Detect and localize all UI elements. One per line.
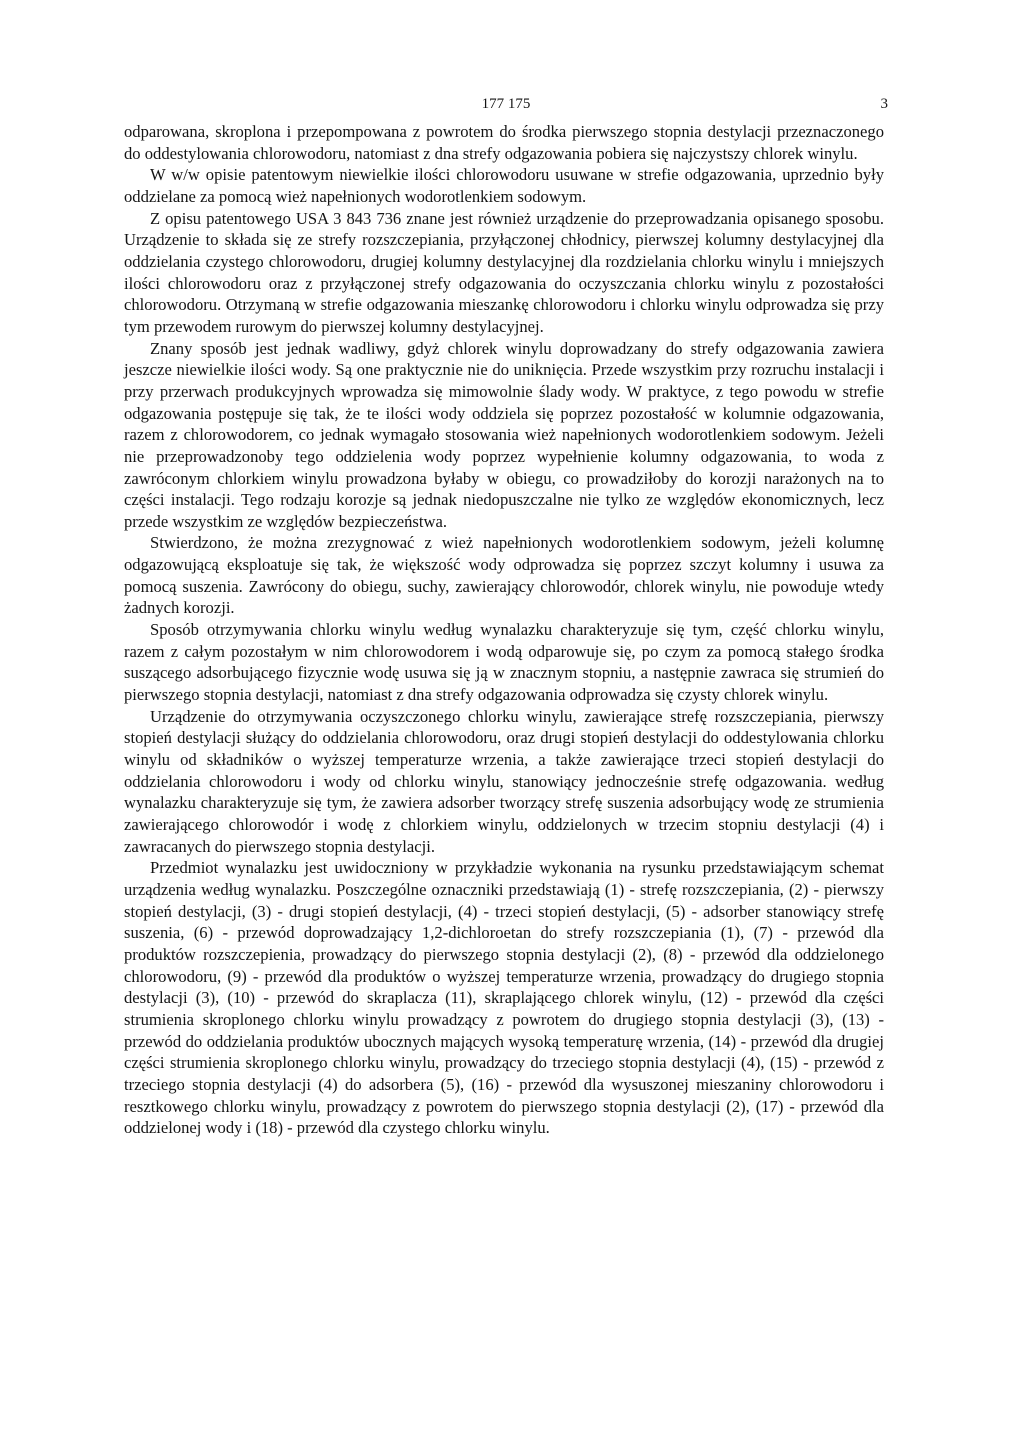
document-body [124, 121, 884, 1139]
paragraph-7: Urządzenie do otrzymywania oczyszczonego chlorku winylu, zawierające strefę rozszczepiania, pierwszy stopień destylacji służący do oddzielania chlorowodoru, oraz drugi stopień destylacji do oddestylowania chlorku winylu od składników o wyższej temperaturze wrzenia, a także zawierające trzeci stopień destylacji do oddzielania chlorowodoru i wody od chlorku winylu, stanowiący jednocześnie strefę odgazowania. według wynalazku charakteryzuje się tym, że zawiera adsorber tworzący strefę suszenia adsorbujący wodę ze strumienia zawierającego chlorowodór i wodę z chlorkiem winylu, oddzielonych w trzecim stopniu destylacji (4) i zawracanych do pierwszego stopnia destylacji. [124, 706, 884, 856]
paragraph-5: Stwierdzono, że można zrezygnować z wież napełnionych wodorotlenkiem sodowym, jeżeli kolumnę odgazowującą eksploatuje się tak, że większość wody odprowadza się poprzez szczyt kolumny i usuwa za pomocą suszenia. Zawrócony do obiegu, suchy, zawierający chlorowodór, chlorek winylu, nie powoduje wtedy żadnych korozji. [124, 533, 884, 618]
paragraph-3: Z opisu patentowego USA 3 843 736 znane jest również urządzenie do przeprowadzania opisanego sposobu. Urządzenie to składa się ze strefy rozszczepiania, przyłączonej chłodnicy, pierwszej kolumny destylacyjnej dla oddzielania czystego chlorowodoru, drugiej kolumny destylacyjnej dla rozdzielania chlorku winylu i mniejszych ilości chlorowodoru oraz z przyłączonej strefy odgazowania do oczyszczania chlorku winylu z pozostałości chlorowodoru. Otrzymaną w strefie odgazowania mieszankę chlorowodoru i chlorku winylu odprowadza się przy tym przewodem rurowym do pierwszej kolumny destylacyjnej. [124, 208, 884, 336]
paragraph-8: Przedmiot wynalazku jest uwidoczniony w przykładzie wykonania na rysunku przedstawiającym schemat urządzenia według wynalazku. Poszczególne oznaczniki przedstawiają (1) - strefę rozszczepiania, (2) - pierwszy stopień destylacji, (3) - drugi stopień destylacji, (4) - trzeci stopień destylacji, (5) - adsorber stanowiący strefę suszenia, (6) - przewód doprowadzający 1,2-dichloroetan do strefy rozszczepiania (1), (7) - przewód dla produktów rozszczepienia, prowadzący do pierwszego stopnia destylacji (2), (8) - przewód dla oddzielonego chlorowodoru, (9) - przewód dla produktów o wyższej temperaturze wrzenia, prowadzący do drugiego stopnia destylacji (3), (10) - przewód do skraplacza (11), skraplającego chlorek winylu, (12) - przewód dla części strumienia skroplonego chlorku winylu prowadzący z powrotem do drugiego stopnia destylacji (3), (13) - przewód do oddzielania produktów ubocznych mających wysoką temperaturę wrzenia, (14) - przewód dla drugiej części strumienia skroplonego chlorku winylu, prowadzący do trzeciego stopnia destylacji (4), (15) - przewód z trzeciego stopnia destylacji (4) do adsorbera (5), (16) - przewód dla wysuszonej mieszaniny chlorowodoru i resztkowego chlorku winylu, prowadzący z powrotem do pierwszego stopnia destylacji (2), (17) - przewód dla oddzielonej wody i (18) - przewód dla czystego chlorku winylu. [124, 858, 884, 1138]
page-number: 3 [880, 96, 888, 112]
patent-number: 177 175 [481, 96, 531, 112]
page-header [124, 96, 888, 120]
paragraph-1: odparowana, skroplona i przepompowana z powrotem do środka pierwszego stopnia destylacji przeznaczonego do oddestylowania chlorowodoru, natomiast z dna strefy odgazowania pobiera się najczystszy chlorek winylu. [124, 122, 884, 163]
paragraph-4: Znany sposób jest jednak wadliwy, gdyż chlorek winylu doprowadzany do strefy odgazowania zawiera jeszcze niewielkie ilości wody. Są one praktycznie nie do uniknięcia. Przede wszystkim przy rozruchu instalacji i przy przerwach produkcyjnych wprowadza się mimowolnie ślady wody. W praktyce, z tego powodu w strefie odgazowania postępuje się tak, że te ilości wody oddziela się poprzez pozostałość w kolumnie odgazowania, razem z chlorowodorem, co jednak wymagało stosowania wież napełnionych wodorotlenkiem sodowym. Jeżeli nie przeprowadzonoby tego oddzielenia wody poprzez wypełnienie kolumny odgazowania, to woda z zawróconym chlorkiem winylu prowadzona byłaby w obiegu, co prowadziłoby do korozji narażonych na to części instalacji. Tego rodzaju korozje są jednak niedopuszczalne nie tylko ze względów ekonomicznych, lecz przede wszystkim ze względów bezpieczeństwa. [124, 338, 884, 531]
paragraph-2: W w/w opisie patentowym niewielkie ilości chlorowodoru usuwane w strefie odgazowania, uprzednio były oddzielane za pomocą wież napełnionych wodorotlenkiem sodowym. [124, 165, 884, 206]
paragraph-6: Sposób otrzymywania chlorku winylu według wynalazku charakteryzuje się tym, część chlorku winylu, razem z całym pozostałym w nim chlorowodorem i wodą odparowuje się, po czym za pomocą stałego środka suszącego adsorbującego fizycznie wodę usuwa się ją w znacznym stopniu, a następnie zawraca się strumień do pierwszego stopnia destylacji, natomiast z dna strefy odgazowania odprowadza się czysty chlorek winylu. [124, 620, 884, 705]
